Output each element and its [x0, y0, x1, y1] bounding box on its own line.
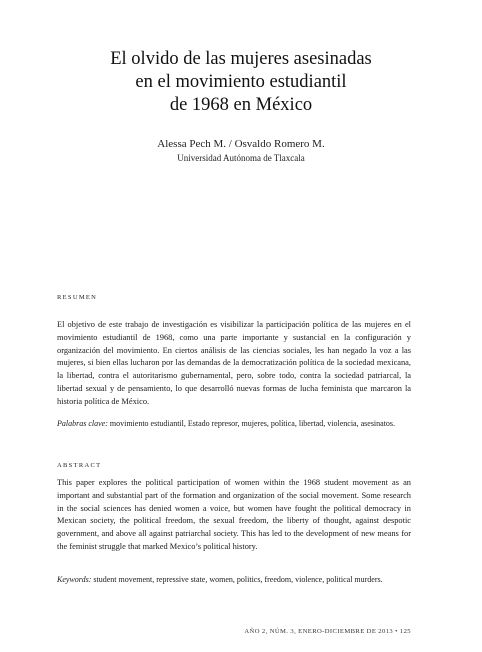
article-title — [40, 48, 442, 117]
keywords-label: Keywords: — [57, 575, 92, 584]
keywords-list: movimiento estudiantil, Estado represor, mujeres, política, libertad, violencia, asesinatos. — [109, 419, 396, 428]
title-line: en el movimiento estudiantil — [135, 72, 347, 92]
abstract-heading: ABSTRACT — [57, 462, 102, 469]
keywords-list: student movement, repressive state, women, politics, freedom, violence, political murders. — [93, 575, 383, 584]
page-footer: AÑO 2, NÚM. 3, ENERO-DICIEMBRE DE 2013 • 125 — [244, 628, 411, 635]
abstract-keywords — [57, 574, 411, 586]
resumen-heading: RESUMEN — [57, 294, 98, 301]
authors: Alessa Pech M. / Osvaldo Romero M. — [157, 138, 325, 150]
title-line: El olvido de las mujeres asesinadas — [110, 49, 372, 69]
title-line: de 1968 en México — [169, 95, 313, 115]
keywords-label: Palabras clave: — [57, 419, 108, 428]
abstract-text: This paper explores the political participation of women within the 1968 student movement as an important and substantial part of the formation and organization of the social movement. Some research in the social sciences has denied women a voice, but women have fought the political democracy in Mexican society, the political freedom, the sexual freedom, the liberty of thought, against despotic government, and above all against patriarchal society. This has led to the development of new means for the feminist struggle that marked Mexico’s political history. — [57, 478, 411, 551]
resumen-keywords — [57, 418, 411, 430]
resumen-text: El objetivo de este trabajo de investigación es visibilizar la participación política de las mujeres en el movimiento estudiantil de 1968, como una parte importante y sustancial en la configuración y organización del movimiento. En ciertos análisis de las ciencias sociales, les han negado la voz a las mujeres, si bien ellas lucharon por las demandas de la democratización política de la sociedad mexicana, la libertad, contra el autoritarismo gubernamental, pero, sobre todo, contra la sociedad patriarcal, la libertad sexual y de pensamiento, lo que desarrolló nuevas formas de lucha feminista que marcaron la historia política de México. — [57, 320, 411, 406]
affiliation: Universidad Autónoma de Tlaxcala — [177, 153, 305, 163]
